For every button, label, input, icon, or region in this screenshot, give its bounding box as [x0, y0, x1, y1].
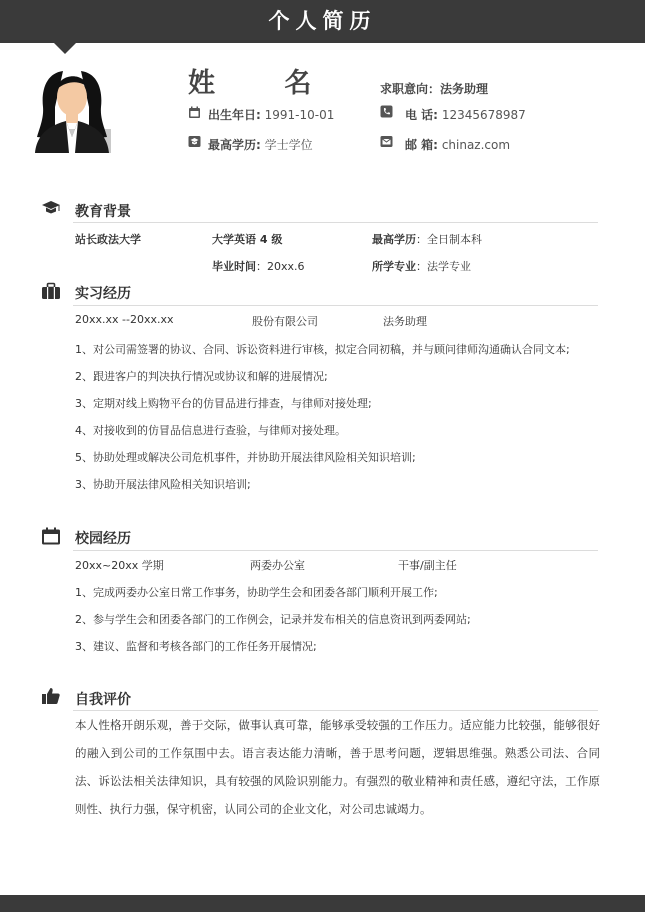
- job-objective: 求职意向：法务助理: [380, 82, 489, 96]
- english-level: 大学英语 4 级: [212, 233, 283, 246]
- campus-item: 2、参与学生会和团委各部门的工作例会，记录并发布相关的信息资讯到两委网站;: [75, 613, 471, 626]
- internship-divider: [73, 305, 598, 306]
- education-divider: [73, 222, 598, 223]
- campus-title: 校园经历: [75, 531, 131, 547]
- birth-date: 出生年日: 1991-10-01: [208, 108, 335, 122]
- education-title: 教育背景: [75, 204, 131, 220]
- self-eval-text: 本人性格开朗乐观，善于交际，做事认真可靠，能够承受较强的工作压力。适应能力比较强，能够很好的融入到公司的工作氛围中去。语言表达能力清晰，善于思考问题，逻辑思维强。熟悉公司法、合同法、诉讼法相关法律知识，具有较强的风险识别能力。有强烈的敬业精神和责任感，遵纪守法，工作原则性、执行力强，保守机密，认同公司的企业文化，对公司忠诚竭力。: [75, 718, 600, 816]
- title-bar: [0, 0, 645, 43]
- internship-item: 4、对接收到的仿冒品信息进行查验，与律师对接处理。: [75, 424, 346, 437]
- internship-item: 3、协助开展法律风险相关知识培训;: [75, 478, 251, 491]
- graduation-time: 毕业时间：20xx.6: [212, 260, 305, 273]
- briefcase-icon: [41, 282, 61, 300]
- resume-title: 个人简历: [268, 9, 377, 33]
- highest-degree: 最高学历: 学士学位: [208, 138, 313, 152]
- campus-divider: [73, 550, 598, 551]
- thumbs-up-icon: [41, 687, 61, 705]
- avatar: [33, 67, 111, 153]
- email: 邮 箱: chinaz.com: [405, 138, 511, 152]
- footer-bar: [0, 895, 645, 912]
- major: 所学专业：法学专业: [372, 260, 471, 273]
- campus-org: 两委办公室: [250, 559, 305, 572]
- internship-period: 20xx.xx --20xx.xx: [75, 313, 174, 326]
- internship-item: 2、跟进客户的判决执行情况或协议和解的进展情况;: [75, 370, 328, 383]
- internship-item: 1、对公司需签署的协议、合同、诉讼资料进行审核，拟定合同初稿，并与顾问律师沟通确认合同文本;: [75, 343, 570, 356]
- campus-role: 干事/副主任: [398, 559, 457, 572]
- top-degree: 最高学历：全日制本科: [372, 233, 482, 246]
- mail-icon: [380, 135, 393, 148]
- internship-item: 5、协助处理或解决公司危机事件，并协助开展法律风险相关知识培训;: [75, 451, 416, 464]
- phone: 电 话: 12345678987: [405, 108, 526, 122]
- internship-company: 股份有限公司: [252, 315, 318, 328]
- school: 站长政法大学: [75, 233, 141, 246]
- campus-period: 20xx~20xx 学期: [75, 559, 164, 572]
- graduation-icon: [188, 135, 201, 148]
- graduation-cap-icon: [41, 199, 61, 217]
- phone-icon: [380, 105, 393, 118]
- internship-role: 法务助理: [383, 315, 427, 328]
- calendar-icon: [41, 527, 61, 545]
- title-bar-notch: [54, 43, 76, 54]
- candidate-name: 姓 名: [188, 68, 342, 99]
- campus-item: 3、建议、监督和考核各部门的工作任务开展情况;: [75, 640, 317, 653]
- campus-item: 1、完成两委办公室日常工作事务，协助学生会和团委各部门顺利开展工作;: [75, 586, 438, 599]
- internship-item: 3、定期对线上购物平台的仿冒品进行排查，与律师对接处理;: [75, 397, 372, 410]
- internship-title: 实习经历: [75, 286, 131, 302]
- calendar-icon: [188, 106, 201, 119]
- self-eval-title: 自我评价: [75, 692, 131, 708]
